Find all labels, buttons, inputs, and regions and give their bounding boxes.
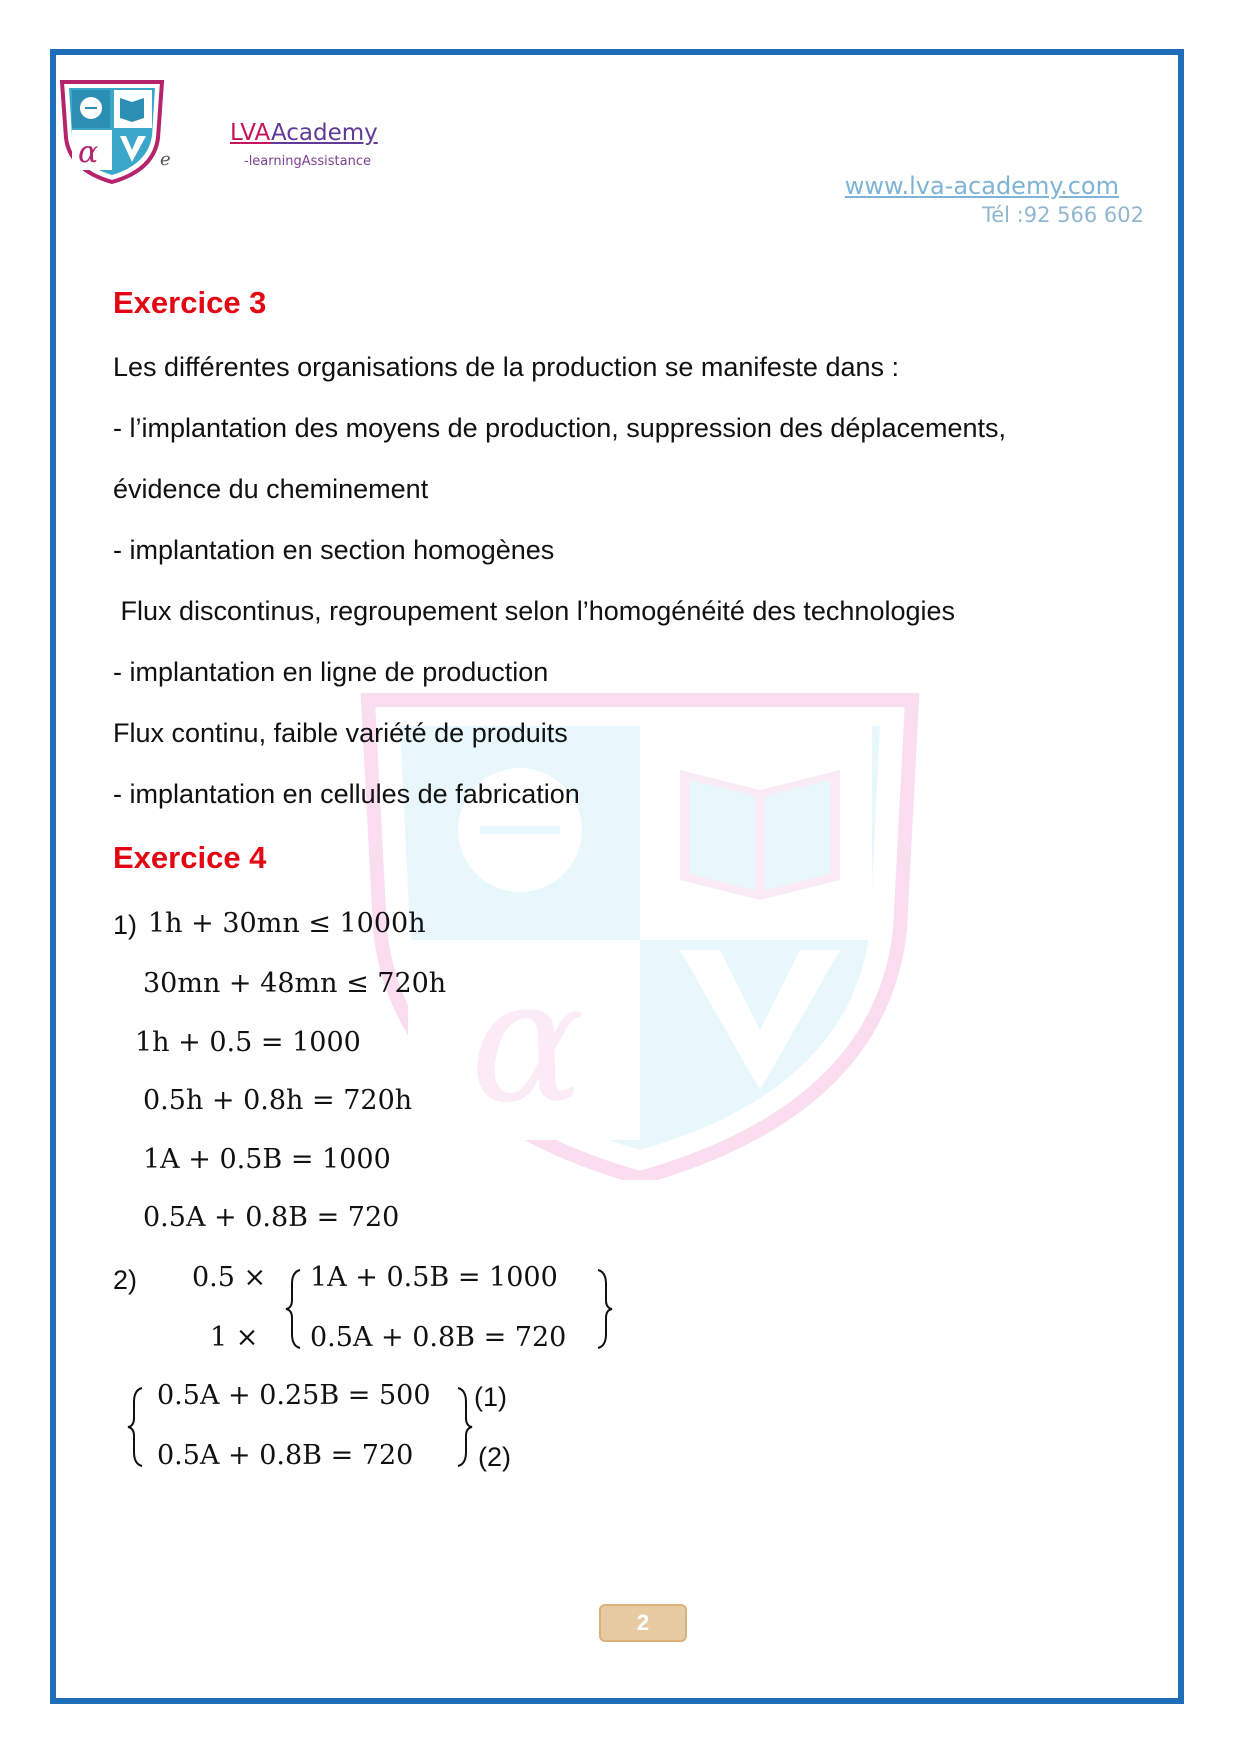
equation: 30mn + 48mn ≤ 720h xyxy=(143,968,447,999)
right-brace-icon xyxy=(594,1268,614,1350)
exercice3-title: Exercice 3 xyxy=(113,285,267,320)
page-number: 2 xyxy=(599,1604,687,1642)
equation-tag: (2) xyxy=(478,1442,511,1472)
exercice3-line: - implantation en cellules de fabrication xyxy=(113,779,580,809)
equation: 1h + 0.5 = 1000 xyxy=(135,1027,361,1058)
question-1-label: 1) xyxy=(113,910,138,940)
exercice3-line: évidence du cheminement xyxy=(113,474,429,504)
svg-text:α: α xyxy=(470,943,585,1141)
system1-equation-2: 0.5A + 0.8B = 720 xyxy=(310,1322,567,1353)
exercice3-line: Flux discontinus, regroupement selon l’homogénéité des technologies xyxy=(113,596,956,626)
equation-tag: (1) xyxy=(474,1382,507,1412)
right-brace-icon xyxy=(454,1386,474,1468)
brand-tagline: -learningAssistance xyxy=(244,154,371,169)
equation: 0.5A + 0.8B = 720 xyxy=(143,1202,400,1233)
brand-l: L xyxy=(230,120,241,146)
exercice3-line: Les différentes organisations de la production se manifeste dans : xyxy=(113,352,899,382)
exercice3-line: - l’implantation des moyens de production, suppression des déplacements, xyxy=(113,413,1007,443)
logo-e-mark: e xyxy=(160,149,171,170)
watermark-shield-icon xyxy=(360,690,920,1180)
exercice4-title: Exercice 4 xyxy=(113,840,267,875)
phone-number: Tél :92 566 602 xyxy=(981,203,1144,227)
system1-equation-1: 1A + 0.5B = 1000 xyxy=(310,1262,558,1293)
lva-academy-logo xyxy=(58,78,166,184)
exercice3-line: - implantation en ligne de production xyxy=(113,657,549,687)
equation: 1A + 0.5B = 1000 xyxy=(143,1144,391,1175)
multiplier-2: 1 × xyxy=(210,1322,259,1353)
brand-name xyxy=(230,120,378,146)
system2-equation-1: 0.5A + 0.25B = 500 xyxy=(157,1380,431,1411)
brand-academy: Academy xyxy=(270,120,378,146)
left-brace-icon xyxy=(284,1268,304,1350)
system2-equation-2: 0.5A + 0.8B = 720 xyxy=(157,1440,414,1471)
multiplier-1: 0.5 × xyxy=(192,1262,267,1293)
left-brace-icon xyxy=(126,1386,146,1468)
question-2-label: 2) xyxy=(113,1265,138,1295)
brand-va: VA xyxy=(240,120,271,146)
equation: 1h + 30mn ≤ 1000h xyxy=(148,908,426,939)
svg-text:α: α xyxy=(78,135,99,170)
equation: 0.5h + 0.8h = 720h xyxy=(143,1085,413,1116)
exercice3-line: - implantation en section homogènes xyxy=(113,535,555,565)
exercice3-line: Flux continu, faible variété de produits xyxy=(113,718,568,748)
website-link[interactable]: www.lva-academy.com xyxy=(844,172,1119,200)
